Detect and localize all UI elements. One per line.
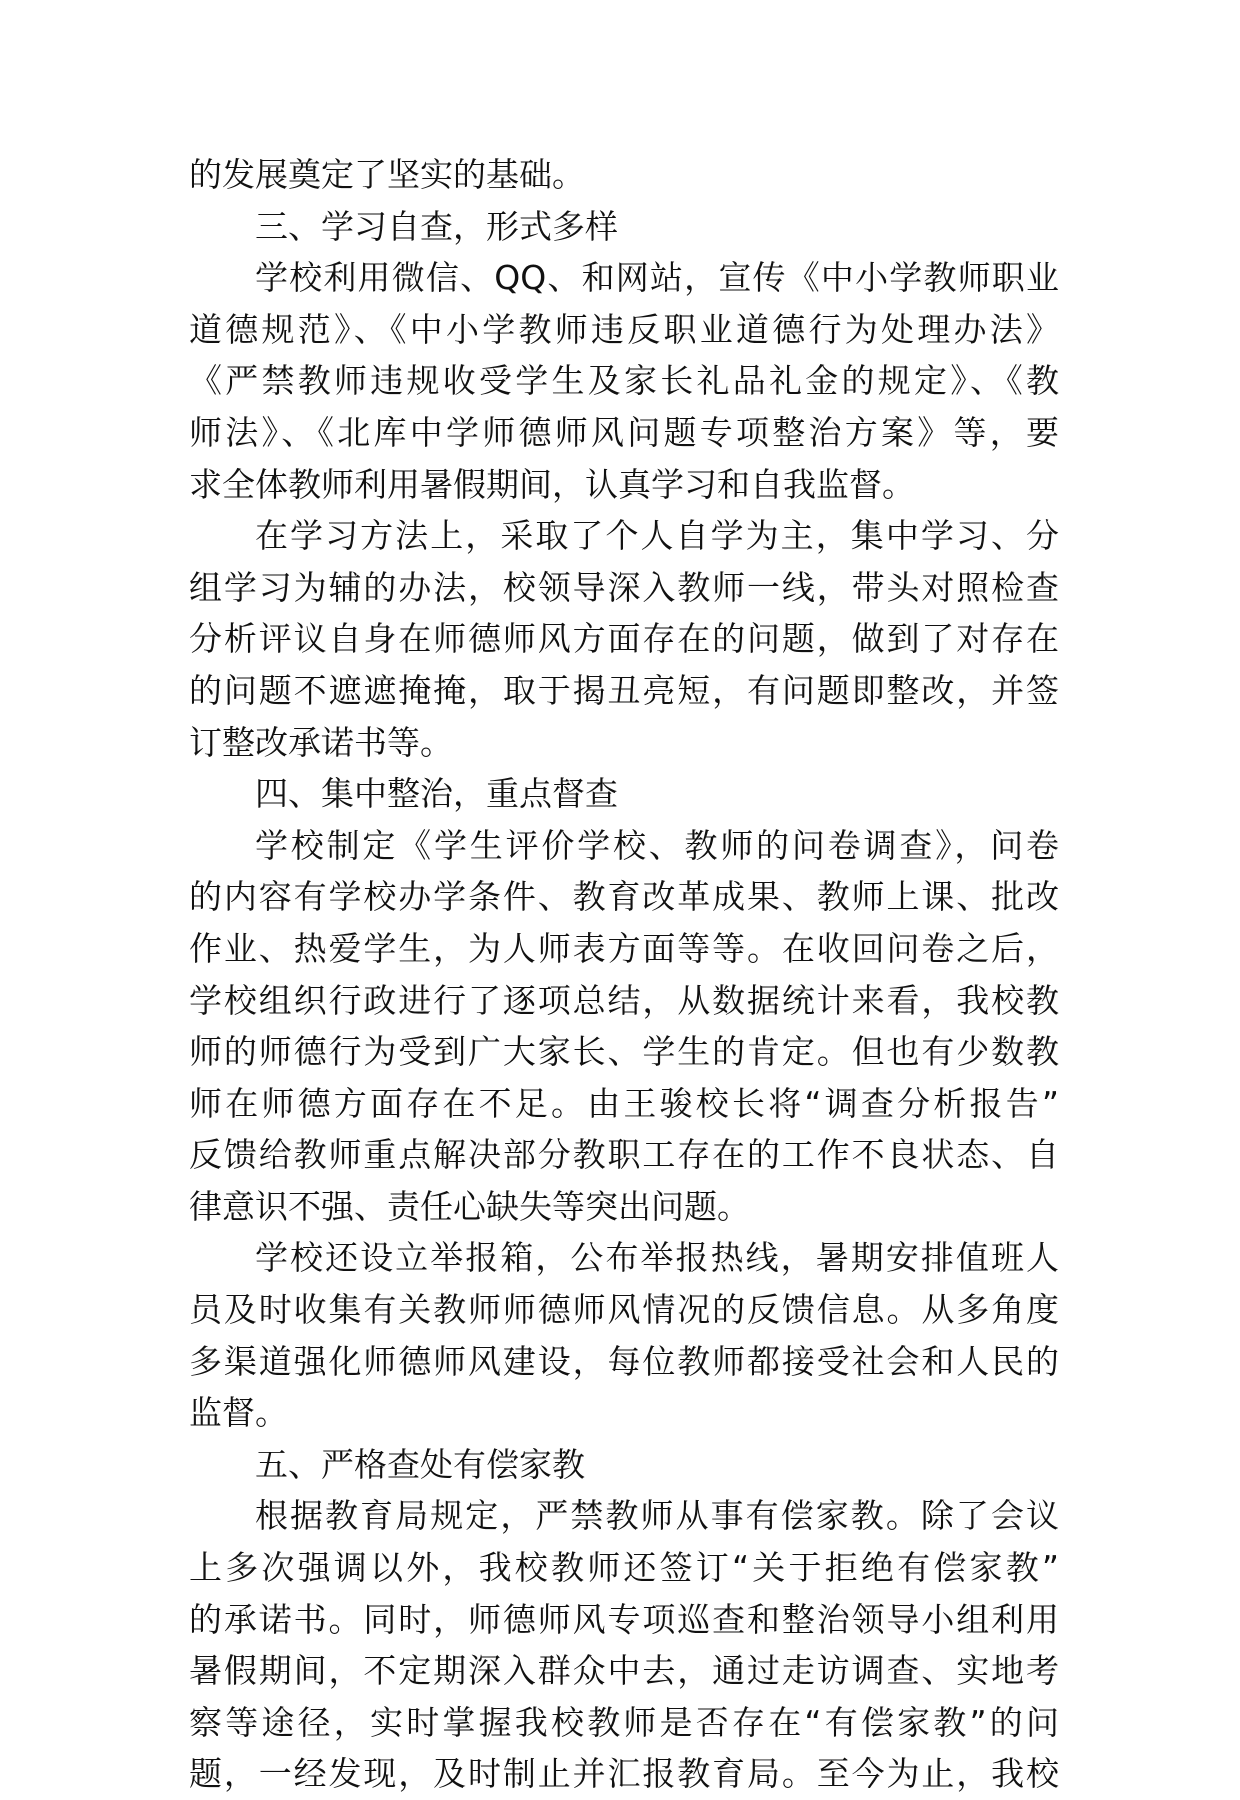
document-line (189, 1748, 1059, 1800)
document-line-text: 题，一经发现，及时制止并汇报教育局。至今为止，我校 (189, 1754, 1059, 1794)
document-line-text: 上多次强调以外，我校教师还签订“关于拒绝有偿家教” (189, 1548, 1059, 1588)
document-line (189, 407, 1059, 459)
document-line (189, 1181, 1059, 1233)
document-line (189, 613, 1059, 665)
document-line (189, 459, 1059, 511)
document-line-text: 学校制定《学生评价学校、教师的问卷调查》，问卷 (255, 825, 1059, 865)
document-line (189, 923, 1059, 975)
document-line (189, 1697, 1059, 1749)
document-line-text: 在学习方法上，采取了个人自学为主，集中学习、分 (255, 516, 1059, 556)
document-line-text: 的问题不遮遮掩掩，取于揭丑亮短，有问题即整改，并签 (189, 670, 1059, 710)
document-line (189, 510, 1059, 562)
document-line-text: 学校组织行政进行了逐项总结，从数据统计来看，我校教 (189, 980, 1059, 1020)
document-line (189, 717, 1059, 769)
document-line-text: 分析评议自身在师德师风方面存在的问题，做到了对存在 (189, 619, 1059, 659)
document-line (189, 304, 1059, 356)
document-body (189, 149, 1059, 1800)
document-line (189, 1336, 1059, 1388)
document-line (189, 975, 1059, 1027)
document-line-text: 组学习为辅的办法，校领导深入教师一线，带头对照检查 (189, 567, 1059, 607)
document-line-text: 员及时收集有关教师师德师风情况的反馈信息。从多角度 (189, 1290, 1059, 1330)
document-line-text: 三、学习自查，形式多样 (255, 206, 618, 246)
document-line-text: 察等途径，实时掌握我校教师是否存在“有偿家教”的问 (189, 1702, 1059, 1742)
document-line-text: 的承诺书。同时，师德师风专项巡查和整治领导小组利用 (189, 1599, 1059, 1639)
document-line (189, 1387, 1059, 1439)
document-line-text: 师的师德行为受到广大家长、学生的肯定。但也有少数教 (189, 1032, 1059, 1072)
document-line-text: 反馈给教师重点解决部分教职工存在的工作不良状态、自 (189, 1135, 1059, 1175)
document-line-text: 监督。 (189, 1393, 288, 1433)
document-line (189, 1026, 1059, 1078)
document-line (189, 1490, 1059, 1542)
document-line (189, 252, 1059, 304)
document-line (189, 1232, 1059, 1284)
document-line-text: 作业、热爱学生，为人师表方面等等。在收回问卷之后， (189, 928, 1059, 968)
document-line (189, 768, 1059, 820)
document-line-text: 求全体教师利用暑假期间，认真学习和自我监督。 (189, 464, 915, 504)
document-line-text: 学校利用微信、QQ、和网站，宣传《中小学教师职业 (255, 258, 1059, 298)
document-line (189, 871, 1059, 923)
document-line (189, 1645, 1059, 1697)
document-line (189, 201, 1059, 253)
document-line-text: 的内容有学校办学条件、教育改革成果、教师上课、批改 (189, 877, 1059, 917)
document-line-text: 道德规范》、《中小学教师违反职业道德行为处理办法》 (189, 309, 1059, 349)
document-line (189, 1078, 1059, 1130)
document-line (189, 355, 1059, 407)
document-line-text: 多渠道强化师德师风建设，每位教师都接受社会和人民的 (189, 1341, 1059, 1381)
document-line-text: 暑假期间，不定期深入群众中去，通过走访调查、实地考 (189, 1651, 1059, 1691)
document-line-text: 订整改承诺书等。 (189, 722, 453, 762)
document-line (189, 149, 1059, 201)
document-line-text: 师在师德方面存在不足。由王骏校长将“调查分析报告” (189, 1083, 1059, 1123)
document-line-text: 律意识不强、责任心缺失等突出问题。 (189, 1186, 750, 1226)
document-line (189, 1284, 1059, 1336)
document-line (189, 665, 1059, 717)
document-line (189, 1129, 1059, 1181)
document-line-text: 四、集中整治，重点督查 (255, 774, 618, 814)
document-line (189, 820, 1059, 872)
document-line (189, 1439, 1059, 1491)
document-line-text: 学校还设立举报箱，公布举报热线，暑期安排值班人 (255, 1238, 1059, 1278)
document-line (189, 1542, 1059, 1594)
document-line (189, 1594, 1059, 1646)
document-line-text: 根据教育局规定，严禁教师从事有偿家教。除了会议 (255, 1496, 1059, 1536)
document-line-text: 《严禁教师违规收受学生及家长礼品礼金的规定》、《教 (189, 361, 1059, 401)
document-line-text: 的发展奠定了坚实的基础。 (189, 155, 585, 194)
document-line-text: 师法》、《北库中学师德师风问题专项整治方案》等，要 (189, 412, 1059, 452)
document-line (189, 562, 1059, 614)
document-line-text: 五、严格查处有偿家教 (255, 1444, 585, 1484)
